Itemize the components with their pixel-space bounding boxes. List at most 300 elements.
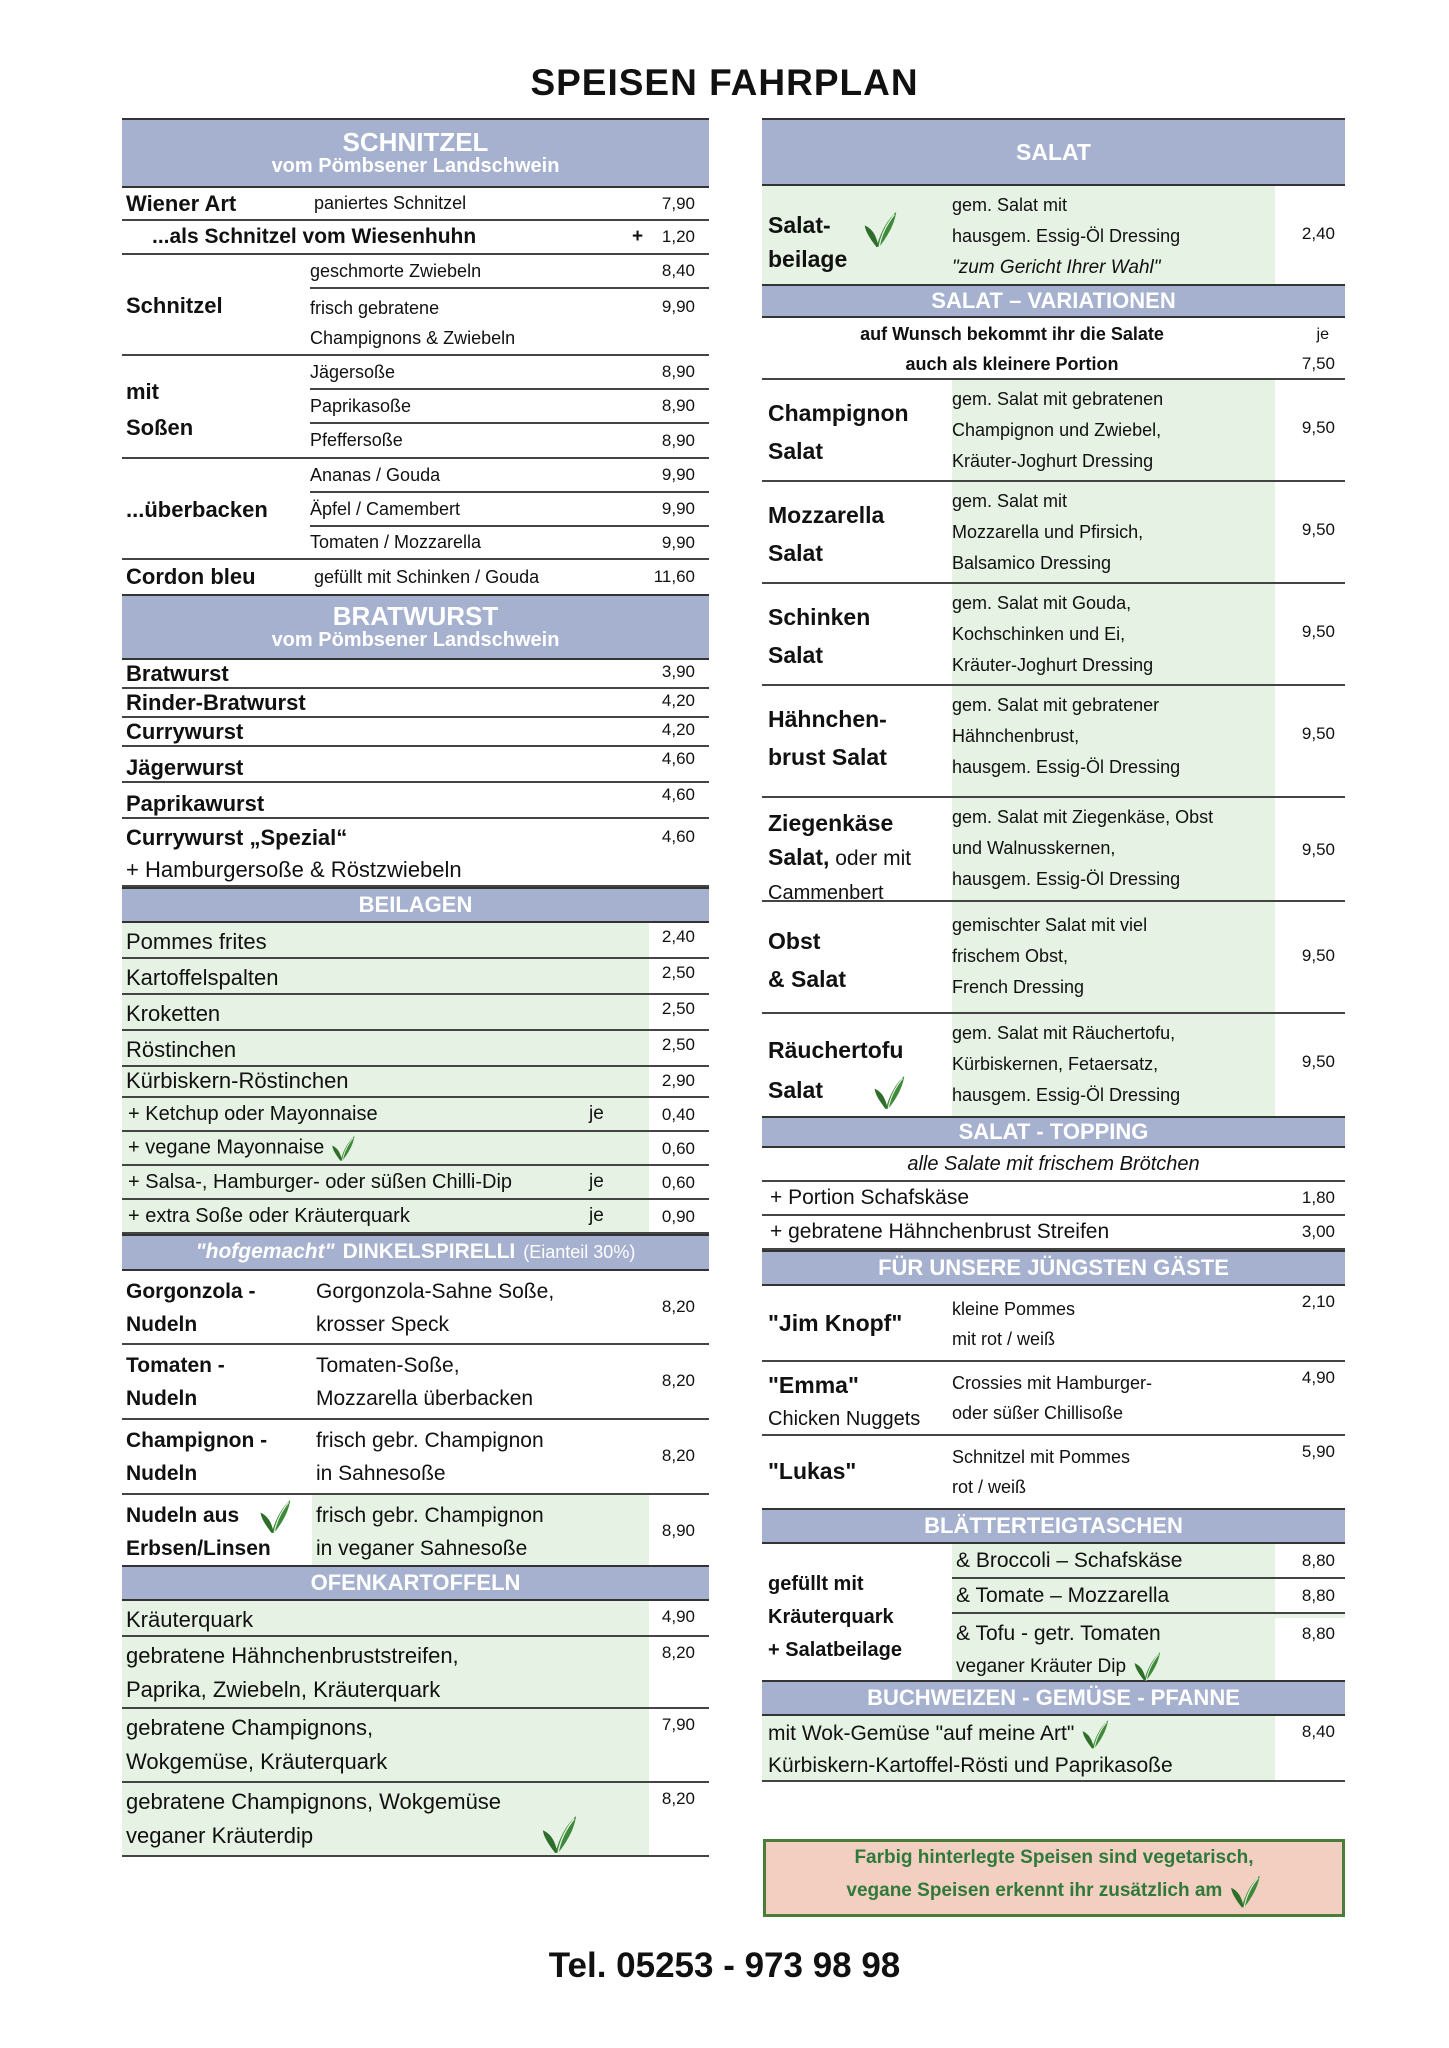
item-name	[762, 798, 952, 904]
item-desc-line: Kräuterquark	[126, 1607, 254, 1632]
item-name	[762, 482, 952, 582]
item-price: 8,90	[661, 396, 695, 415]
item-desc: Pfeffersoße	[310, 430, 403, 450]
item-name: Pommes frites	[126, 929, 267, 954]
item-desc-line: oder süßer Chillisoße	[952, 1403, 1124, 1423]
item-desc-line: veganer Kräuter Dip	[956, 1656, 1127, 1677]
item-desc-line: Kochschinken und Ei,	[952, 624, 1126, 644]
item-desc-line: frischem Obst,	[952, 946, 1069, 966]
item-extra: + Hamburgersoße & Röstzwiebeln	[126, 857, 462, 882]
section-title: FÜR UNSERE JÜNGSTEN GÄSTE	[878, 1255, 1229, 1281]
item-price: 8,90	[661, 1521, 695, 1540]
plus-sign: +	[632, 226, 644, 247]
variationen-header	[762, 284, 1345, 318]
item-price: 5,90	[1301, 1442, 1335, 1461]
item-desc-line: gebratene Champignons,	[126, 1715, 374, 1740]
menu-item	[122, 1709, 709, 1783]
item-name: ...als Schnitzel vom Wiesenhuhn	[152, 225, 477, 248]
item-price: 4,90	[649, 1601, 709, 1635]
note-line: Farbig hinterlegte Speisen sind vegetarisch,	[854, 1847, 1254, 1868]
je-label: je	[589, 1205, 604, 1226]
item-name-line: Erbsen/Linsen	[126, 1537, 271, 1560]
item-price: 8,90	[661, 362, 695, 381]
topping-subtitle: alle Salate mit frischem Brötchen	[762, 1148, 1345, 1182]
intro-text: auch als kleinere Portion	[905, 354, 1119, 374]
item-name-line: oder mit	[829, 847, 912, 870]
item-name-line: Cammenbert	[768, 882, 884, 904]
vegan-leaf-icon	[872, 1070, 906, 1111]
item-price: 8,20	[661, 1371, 695, 1390]
section-title-italic: "hofgemacht"	[195, 1240, 335, 1264]
item-name: Kroketten	[126, 1001, 221, 1026]
menu-item	[122, 959, 709, 995]
item-price: 7,90	[661, 193, 695, 213]
menu-item	[122, 718, 709, 747]
menu-item	[952, 1544, 1345, 1579]
dinkel-header	[122, 1234, 709, 1271]
menu-item	[122, 783, 709, 819]
item-desc: paniertes Schnitzel	[314, 193, 467, 213]
item-desc-line: kleine Pommes	[952, 1299, 1076, 1319]
menu-item	[310, 390, 709, 424]
item-desc-line: gem. Salat mit gebratenen	[952, 389, 1164, 409]
item-desc	[952, 1362, 1275, 1434]
item-name	[122, 1271, 312, 1343]
item-price: 2,50	[649, 959, 709, 993]
item-desc-line: gem. Salat mit gebratener	[952, 695, 1160, 715]
item-desc	[952, 380, 1275, 480]
item-price: 2,50	[649, 995, 709, 1029]
item-desc-line: hausgem. Essig-Öl Dressing	[952, 757, 1181, 777]
item-name-line: brust Salat	[768, 744, 887, 770]
item-name-line: Hähnchen-	[768, 706, 887, 732]
item-price: 9,50	[1301, 946, 1335, 965]
section-title: BLÄTTERTEIGTASCHEN	[924, 1513, 1183, 1539]
item-name-line: Ziegenkäse	[768, 810, 894, 836]
item-price: 1,20	[661, 227, 695, 246]
item-name-line: Nudeln	[126, 1313, 198, 1336]
group-label-line: + Salatbeilage	[768, 1639, 902, 1661]
item-price: 2,40	[649, 923, 709, 957]
group-label-line: Soßen	[126, 415, 194, 440]
item-desc: Paprikasoße	[310, 395, 412, 416]
item-desc-line: mit Wok-Gemüse "auf meine Art"	[768, 1722, 1075, 1745]
item-desc-line: hausgem. Essig-Öl Dressing	[952, 869, 1181, 889]
group-label: ...überbacken	[126, 497, 268, 522]
group-label: Schnitzel	[126, 293, 223, 318]
menu-item	[310, 459, 709, 493]
item-name-text: + vegane Mayonnaise	[128, 1136, 325, 1159]
item-desc-line: frisch gebratene	[310, 298, 440, 318]
item-name	[122, 1134, 589, 1162]
item-desc-line: Mozzarella überbacken	[316, 1387, 534, 1410]
item-price: 9,50	[1301, 1052, 1335, 1071]
item-name-line: Salat,	[768, 844, 830, 870]
item-name: & Broccoli – Schafskäse	[956, 1548, 1183, 1572]
section-title: SALAT	[1016, 138, 1091, 165]
salat-header	[762, 118, 1345, 186]
item-desc: Ananas / Gouda	[310, 464, 441, 485]
item-name-line: Champignon	[768, 400, 909, 426]
item-desc-line: gemischter Salat mit viel	[952, 915, 1148, 935]
item-desc: geschmorte Zwiebeln	[310, 260, 482, 281]
item-price: 4,20	[661, 720, 695, 739]
item-name-line: Tomaten -	[126, 1354, 225, 1377]
item-price: 9,90	[661, 499, 695, 518]
menu-item	[762, 1182, 1345, 1216]
menu-item	[310, 356, 709, 390]
menu-item	[952, 1579, 1345, 1614]
menu-item	[762, 482, 1345, 584]
item-name-line: Salat	[768, 1077, 823, 1103]
vegan-leaf-icon	[1132, 1654, 1162, 1677]
menu-item	[122, 221, 709, 255]
menu-item	[122, 819, 709, 887]
item-desc-line: Hähnchenbrust,	[952, 726, 1080, 746]
item-desc	[122, 1601, 649, 1635]
section-title: SCHNITZEL	[342, 126, 489, 157]
menu-item	[762, 1436, 1345, 1508]
menu-item	[762, 1362, 1345, 1436]
item-desc	[952, 798, 1275, 900]
item-name-line: Obst	[768, 928, 821, 954]
item-name-line: Mozzarella	[768, 502, 885, 528]
item-name: Rinder-Bratwurst	[126, 690, 306, 715]
item-desc-line: Kürbiskern-Kartoffel-Rösti und Paprikasoße	[768, 1754, 1173, 1778]
section-title: BEILAGEN	[358, 892, 473, 918]
item-desc	[122, 1637, 649, 1707]
item-price: 1,80	[1301, 1188, 1335, 1207]
item-name-line: Salat	[768, 540, 823, 566]
item-desc-line: mit rot / weiß	[952, 1329, 1056, 1349]
item-price: 11,60	[653, 567, 695, 586]
ofen-list	[122, 1601, 709, 1857]
item-name: Röstinchen	[126, 1037, 237, 1062]
menu-item	[122, 1271, 709, 1345]
menu-item	[310, 255, 709, 289]
item-desc: Äpfel / Camembert	[310, 498, 461, 519]
group-label-line: gefüllt mit	[768, 1573, 864, 1595]
item-name-line: Salat	[768, 642, 823, 668]
menu-item	[310, 289, 709, 354]
item-name	[762, 584, 952, 684]
item-desc	[952, 686, 1275, 796]
item-price: 8,20	[661, 1297, 695, 1316]
beilagen-list	[122, 923, 709, 1234]
right-column	[762, 118, 1345, 1782]
item-desc	[312, 1345, 649, 1418]
item-price: 7,90	[649, 1709, 709, 1781]
item-desc-line: in veganer Sahnesoße	[316, 1537, 528, 1560]
item-desc-line: frisch gebr. Champignon	[316, 1504, 544, 1527]
group-label	[762, 1544, 952, 1680]
item-price: 9,90	[661, 532, 695, 552]
item-name-line: Champignon -	[126, 1429, 268, 1452]
item-desc	[122, 1709, 649, 1781]
vegetarian-note	[763, 1839, 1345, 1917]
section-title: SALAT – VARIATIONEN	[931, 288, 1176, 314]
item-name	[762, 380, 952, 480]
item-desc-line: Wokgemüse, Kräuterquark	[126, 1749, 388, 1774]
item-name-line: Nudeln	[126, 1462, 198, 1485]
item-desc	[952, 1286, 1275, 1360]
intro-text: auf Wunsch bekommt ihr die Salate	[860, 324, 1164, 344]
item-desc-line: gem. Salat mit	[952, 195, 1068, 215]
page-title: SPEISEN FAHRPLAN	[530, 62, 919, 103]
item-name: Paprikawurst	[126, 791, 265, 816]
vegan-leaf-icon	[540, 1813, 578, 1855]
item-name: Currywurst „Spezial“	[126, 825, 348, 850]
item-desc-line: Kräuter-Joghurt Dressing	[952, 451, 1154, 471]
section-note: (Eianteil 30%)	[523, 1242, 636, 1263]
menu-item	[762, 380, 1345, 482]
item-name: Jägerwurst	[126, 755, 244, 780]
item-price: 9,50	[1301, 520, 1335, 539]
item-price: 3,00	[1301, 1222, 1335, 1241]
menu-item	[122, 1200, 709, 1234]
menu-item	[762, 1286, 1345, 1362]
menu-item	[122, 995, 709, 1031]
beilagen-header	[122, 887, 709, 923]
topping-list	[762, 1182, 1345, 1250]
menu-item	[762, 686, 1345, 798]
menu-item	[122, 1345, 709, 1420]
je-label: je	[589, 1103, 604, 1124]
item-name-line: "Emma"	[768, 1372, 859, 1398]
menu-item	[952, 1614, 1345, 1680]
schnitzel-group	[122, 255, 709, 356]
vegan-leaf-icon	[1080, 1722, 1110, 1745]
item-name: Kürbiskern-Röstinchen	[126, 1068, 349, 1093]
item-desc-line: gem. Salat mit Räuchertofu,	[952, 1023, 1176, 1043]
item-price: 2,10	[1301, 1292, 1335, 1311]
item-desc-line: gem. Salat mit	[952, 491, 1068, 511]
section-title: BRATWURST	[332, 600, 499, 631]
item-desc	[312, 1495, 649, 1565]
left-column	[122, 118, 709, 1857]
menu-item	[762, 186, 1345, 284]
section-title: OFENKARTOFFELN	[310, 1570, 521, 1596]
vegan-leaf-icon	[862, 186, 952, 284]
item-price: 8,80	[1275, 1618, 1345, 1680]
group-label-line: mit	[126, 379, 159, 404]
item-price: 4,90	[1301, 1368, 1335, 1387]
vegan-leaf-icon	[330, 1136, 356, 1158]
item-desc-line: Gorgonzola-Sahne Soße,	[316, 1280, 555, 1303]
item-name	[762, 1014, 952, 1116]
item-name-line: Gorgonzola -	[126, 1280, 256, 1303]
item-name	[122, 1420, 312, 1493]
menu-item	[762, 584, 1345, 686]
dinkel-list	[122, 1271, 709, 1565]
item-desc	[312, 1271, 649, 1343]
item-name	[122, 1345, 312, 1418]
item-price: 0,60	[649, 1166, 709, 1198]
item-desc-line: Champignons & Zwiebeln	[310, 328, 516, 348]
item-desc-line: gebratene Champignons, Wokgemüse	[126, 1789, 502, 1814]
item-price: 0,60	[649, 1132, 709, 1164]
item-name-line: Nudeln	[126, 1387, 198, 1410]
item-name: Wiener Art	[126, 190, 237, 216]
item-desc-line: Mozzarella und Pfirsich,	[952, 522, 1144, 542]
item-desc	[952, 584, 1275, 684]
item-desc	[952, 1014, 1275, 1116]
item-name-line: Salat	[768, 438, 823, 464]
buchweizen-header	[762, 1680, 1345, 1716]
item-name	[762, 1362, 952, 1434]
menu-item	[762, 1716, 1345, 1782]
item-name-line: & Salat	[768, 966, 846, 992]
menu-item	[310, 493, 709, 527]
group-label	[122, 356, 310, 457]
item-price: 4,60	[661, 785, 695, 804]
item-desc-line: krosser Speck	[316, 1313, 450, 1336]
menu-item	[122, 1495, 709, 1565]
item-desc: Jägersoße	[310, 361, 396, 382]
item-desc: gefüllt mit Schinken / Gouda	[314, 566, 540, 587]
section-title: SALAT - TOPPING	[958, 1119, 1149, 1145]
menu-item	[122, 660, 709, 689]
item-name-line: Schinken	[768, 604, 871, 630]
ofen-header	[122, 1565, 709, 1601]
item-name: + gebratene Hähnchenbrust Streifen	[770, 1220, 1110, 1243]
menu-item	[310, 424, 709, 457]
item-name-line: beilage	[768, 246, 848, 272]
item-price: 9,90	[661, 297, 695, 316]
item-name-line: Nudeln aus	[126, 1504, 240, 1527]
item-price: 7,50	[1301, 354, 1335, 373]
item-name	[122, 1103, 589, 1126]
item-desc	[122, 1783, 649, 1855]
menu-item	[762, 1014, 1345, 1116]
vegan-leaf-icon	[1228, 1880, 1262, 1901]
item-name	[122, 1495, 312, 1565]
item-desc-line: Crossies mit Hamburger-	[952, 1373, 1153, 1393]
item-desc-line: veganer Kräuterdip	[126, 1823, 314, 1848]
item-price: 8,40	[661, 261, 695, 280]
item-price: 8,20	[649, 1637, 709, 1707]
sossen-group	[122, 356, 709, 459]
item-name: & Tomate – Mozzarella	[956, 1583, 1170, 1607]
item-price: 0,90	[649, 1200, 709, 1232]
item-desc-line: Champignon und Zwiebel,	[952, 420, 1162, 440]
item-desc-line: und Walnusskernen,	[952, 838, 1116, 858]
variationen-intro	[762, 318, 1345, 380]
variationen-list	[762, 380, 1345, 798]
item-desc-line: "zum Gericht Ihrer Wahl"	[952, 257, 1161, 278]
bratwurst-list	[122, 660, 709, 819]
menu-item	[122, 1098, 709, 1132]
item-desc-line: Schnitzel mit Pommes	[952, 1447, 1131, 1467]
item-price: 2,40	[1275, 186, 1345, 284]
group-label-line: Kräuterquark	[768, 1606, 894, 1628]
menu-item	[762, 798, 1345, 902]
section-subtitle: vom Pömbsener Landschwein	[271, 155, 560, 178]
item-price: 8,80	[1275, 1544, 1345, 1577]
blaetter-group	[762, 1544, 1345, 1680]
item-name	[122, 1171, 589, 1194]
item-name-line: Salat-	[768, 212, 831, 238]
menu-item	[122, 923, 709, 959]
je-label: je	[589, 1171, 604, 1192]
menu-item	[122, 1420, 709, 1495]
item-name	[122, 1205, 589, 1228]
item-price: 4,60	[661, 827, 695, 846]
menu-item	[122, 1783, 709, 1857]
menu-item	[762, 1216, 1345, 1250]
item-desc-line: in Sahnesoße	[316, 1462, 446, 1485]
ueberbacken-group	[122, 459, 709, 560]
item-name: "Lukas"	[768, 1458, 857, 1484]
item-price: 2,50	[649, 1031, 709, 1065]
menu-item	[122, 560, 709, 594]
item-name: + Portion Schafskäse	[770, 1186, 970, 1209]
menu-item	[122, 1132, 709, 1166]
item-desc-line: hausgem. Essig-Öl Dressing	[952, 1085, 1181, 1105]
item-desc-line: & Tofu - getr. Tomaten	[956, 1622, 1161, 1645]
item-price: 8,20	[649, 1783, 709, 1855]
item-desc-line: gem. Salat mit Ziegenkäse, Obst	[952, 807, 1214, 827]
item-name: Currywurst	[126, 719, 244, 744]
item-price: 2,90	[649, 1067, 709, 1096]
item-desc	[952, 1436, 1275, 1508]
item-desc-line: Kürbiskernen, Fetaersatz,	[952, 1054, 1159, 1074]
item-price: 8,20	[661, 1446, 695, 1465]
schnitzel-header	[122, 118, 709, 188]
menu-item	[122, 1637, 709, 1709]
phone-number: Tel. 05253 - 973 98 98	[548, 1946, 901, 1985]
item-price: 3,90	[661, 662, 695, 681]
menu-item	[122, 689, 709, 718]
item-price: 8,80	[1275, 1579, 1345, 1612]
note-line: vegane Speisen erkennt ihr zusätzlich am	[846, 1880, 1223, 1902]
menu-item	[122, 1067, 709, 1098]
item-name: Bratwurst	[126, 661, 229, 686]
item-desc-line: gem. Salat mit Gouda,	[952, 593, 1132, 613]
item-desc-line: hausgem. Essig-Öl Dressing	[952, 226, 1181, 246]
menu-item	[310, 527, 709, 558]
item-desc	[312, 1420, 649, 1493]
item-name: Kartoffelspalten	[126, 965, 279, 990]
item-desc-line: gebratene Hähnchenbruststreifen,	[126, 1643, 459, 1668]
item-desc	[952, 186, 1275, 284]
item-price: 8,40	[1275, 1716, 1345, 1780]
blaetter-header	[762, 1508, 1345, 1544]
menu-item	[122, 1031, 709, 1067]
item-price: 4,60	[661, 749, 695, 768]
item-desc-line: frisch gebr. Champignon	[316, 1429, 544, 1452]
item-desc-line: rot / weiß	[952, 1477, 1027, 1497]
topping-header	[762, 1116, 1345, 1148]
item-price: 8,90	[661, 430, 695, 450]
item-name-text: + Ketchup oder Mayonnaise	[128, 1102, 378, 1125]
item-desc	[952, 902, 1275, 1012]
menu-item	[122, 1166, 709, 1200]
item-price: 9,50	[1301, 418, 1335, 437]
vegan-leaf-icon	[258, 1497, 292, 1535]
item-price: 9,90	[661, 465, 695, 484]
item-desc: Tomaten / Mozzarella	[310, 532, 482, 552]
item-name	[762, 686, 952, 796]
item-desc	[952, 482, 1275, 582]
item-price: 0,40	[649, 1098, 709, 1130]
item-desc	[952, 1618, 1275, 1680]
item-name-text: + extra Soße oder Kräuterquark	[128, 1204, 410, 1227]
item-price: 9,50	[1301, 724, 1335, 743]
item-desc-line: Balsamico Dressing	[952, 553, 1112, 573]
item-name	[762, 902, 952, 1012]
menu-item	[762, 902, 1345, 1014]
